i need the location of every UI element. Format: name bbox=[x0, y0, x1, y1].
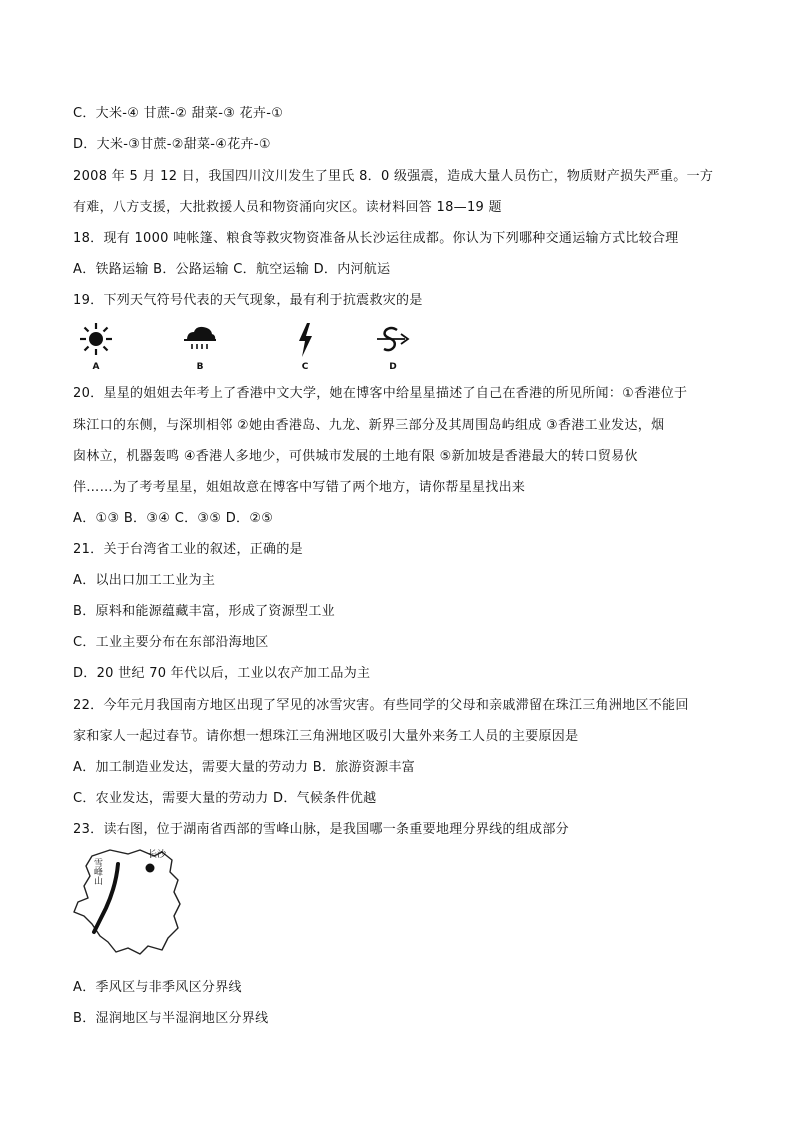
rain-icon bbox=[182, 322, 218, 356]
question-22-options-ab: A．加工制造业发达，需要大量的劳动力 B．旅游资源丰富 bbox=[73, 760, 416, 775]
weather-symbol-d bbox=[373, 322, 413, 372]
material-text-line-1: 2008 年 5 月 12 日，我国四川汶川发生了里氏 8．0 级强震，造成大量人员伤亡，物质财产损失严重。一方 bbox=[73, 169, 714, 184]
question-23-option-a: A．季风区与非季风区分界线 bbox=[73, 980, 242, 995]
hunan-map bbox=[70, 846, 200, 956]
weather-symbol-b bbox=[180, 322, 220, 372]
question-21-option-c: C．工业主要分布在东部沿海地区 bbox=[73, 635, 269, 650]
mountain-label: 雪峰山 bbox=[92, 858, 102, 885]
question-20-line-1: 20．星星的姐姐去年考上了香港中文大学，她在博客中给星星描述了自己在香港的所见所闻：①香港位于 bbox=[73, 386, 688, 401]
changsha-label: 长沙 bbox=[148, 850, 167, 860]
question-21-option-a: A．以出口加工工业为主 bbox=[73, 573, 216, 588]
question-22-line-2: 家和家人一起过春节。请你想一想珠江三角洲地区吸引大量外来务工人员的主要原因是 bbox=[73, 729, 579, 744]
hunan-province-outline bbox=[70, 846, 200, 956]
question-20-line-2: 珠江口的东侧，与深圳相邻 ②她由香港岛、九龙、新界三部分及其周围岛屿组成 ③香港工业发达，烟 bbox=[73, 418, 665, 433]
question-23: 23．读右图，位于湖南省西部的雪峰山脉，是我国哪一条重要地理分界线的组成部分 bbox=[73, 822, 569, 837]
option-c-crops: C．大米-④ 甘蔗-② 甜菜-③ 花卉-① bbox=[73, 106, 284, 121]
option-d-crops: D．大米-③甘蔗-②甜菜-④花卉-① bbox=[73, 137, 271, 152]
weather-label-b: B bbox=[196, 362, 204, 372]
weather-label-d: D bbox=[389, 362, 397, 372]
question-23-option-b: B．湿润地区与半湿润地区分界线 bbox=[73, 1011, 269, 1026]
question-22-options-cd: C．农业发达，需要大量的劳动力 D．气候条件优越 bbox=[73, 791, 377, 806]
question-19: 19．下列天气符号代表的天气现象，最有利于抗震救灾的是 bbox=[73, 293, 423, 308]
weather-symbols bbox=[76, 322, 436, 372]
weather-symbol-a bbox=[76, 322, 116, 372]
question-20-line-4: 伴……为了考考星星，姐姐故意在博客中写错了两个地方，请你帮星星找出来 bbox=[73, 480, 526, 495]
weather-label-c: C bbox=[301, 362, 309, 372]
question-21: 21．关于台湾省工业的叙述，正确的是 bbox=[73, 542, 303, 557]
weather-label-a: A bbox=[92, 362, 100, 372]
question-22-line-1: 22．今年元月我国南方地区出现了罕见的冰雪灾害。有些同学的父母和亲戚滞留在珠江三角洲地区不能回 bbox=[73, 698, 689, 713]
weather-symbol-c bbox=[285, 322, 325, 372]
sandstorm-icon bbox=[375, 322, 411, 356]
question-20-options: A．①③ B．③④ C．③⑤ D．②⑤ bbox=[73, 511, 274, 526]
question-18-options: A．铁路运输 B．公路运输 C．航空运输 D．内河航运 bbox=[73, 262, 391, 277]
question-21-option-b: B．原料和能源蕴藏丰富，形成了资源型工业 bbox=[73, 604, 335, 619]
question-20-line-3: 囱林立，机器轰鸣 ④香港人多地少，可供城市发展的土地有限 ⑤新加坡是香港最大的转口贸易伙 bbox=[73, 449, 638, 464]
lightning-icon bbox=[293, 322, 317, 358]
question-18: 18．现有 1000 吨帐篷、粮食等救灾物资准备从长沙运往成都。你认为下列哪种交通运输方式比较合理 bbox=[73, 231, 679, 246]
sunny-icon bbox=[79, 322, 113, 356]
material-text-line-2: 有难，八方支援，大批救援人员和物资涌向灾区。读材料回答 18—19 题 bbox=[73, 200, 502, 215]
question-21-option-d: D．20 世纪 70 年代以后，工业以农产加工品为主 bbox=[73, 666, 371, 681]
